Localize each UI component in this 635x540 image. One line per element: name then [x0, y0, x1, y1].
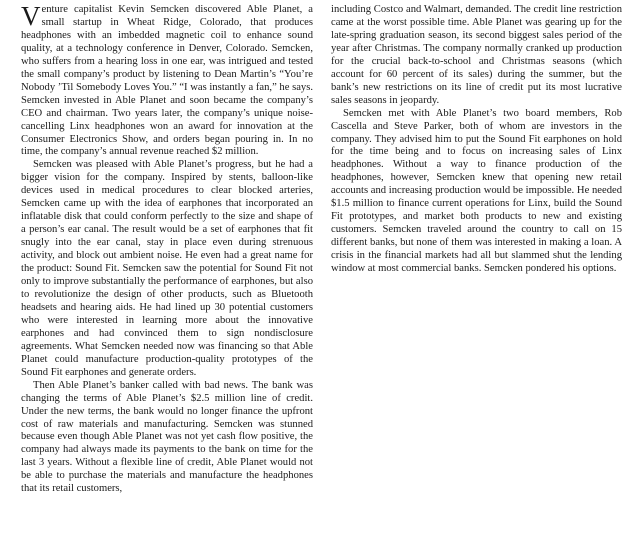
paragraph-vision: Semcken was pleased with Able Planet’s progress, but he had a bigger vision for the company. Inspired by stents, balloon-like devices used in medical procedures to clear blocked arteries, Semcken came up with the idea of earphones that incorporated an inflatable disk that could conform perfectly to the size and shape of a person’s ear canal. The result would be a set of earphones that fit snugly into the ear canal, stay in place even during strenuous activity, and block out ambient noise. He even had a great name for the product: Sound Fit. Semcken saw the potential for Sound Fit not only to improve substantially the performance of earphones, but also to revolutionize the design of other products, such as Bluetooth headsets and hearing aids. He had lined up 30 potential customers who were interested in learning more about the innovative earphones and had convinced them to sign nondisclosure agreements. What Semcken needed now was financing so that Able Planet could manufacture production-quality prototypes of the Sound Fit earphones and generate orders.	[21, 159, 313, 378]
paragraph-credit-restriction: including Costco and Walmart, demanded. The credit line restriction came at the worst possible time. Able Planet was gearing up for the late-spring graduation season, its second biggest sales period of the year after Christmas. The company normally cranked up production for the crucial back-to-school and Christmas seasons (which account for 60 percent of its sales) during the summer, but the bank’s new restrictions on its line of credit put its most lucrative sales seasons in jeopardy.	[331, 4, 622, 106]
paragraph-bank-news: Then Able Planet’s banker called with bad news. The bank was changing the terms of Able Planet’s $2.5 million line of credit. Under the new terms, the bank would no longer finance the upfront cost of raw materials and manufacturing. Semcken was stunned because even though Able Planet was not yet cash flow positive, the company had always made its payments to the bank on time for the last 3 years. Without a flexible line of credit, Able Planet would not be able to purchase the materials and manufacture the headphones that its retail customers,	[21, 379, 313, 495]
paragraph-board-meeting: Semcken met with Able Planet’s two board members, Rob Cascella and Steve Parker, both of whom are investors in the company. They advised him to put the Sound Fit earphones on hold for the time being and to focus on increasing sales of Linx headphones. Without a way to finance production of the headphones, however, Semcken knew that opening new retail accounts and increasing production would be impossible. He needed $1.5 million to finance current operations for Linx, build the Sound Fit prototypes, and market both products to new and existing customers. Semcken traveled around the country to call on 15 different banks, but none of them was interested in making a loan. A crisis in the financial markets had all but slammed shut the lending window at most commercial banks. Semcken pondered his options.	[331, 107, 622, 275]
left-column	[21, 1, 313, 496]
drop-cap: V	[21, 1, 41, 31]
paragraph-intro	[21, 1, 313, 159]
paragraph-intro-text: enture capitalist Kevin Semcken discovered Able Planet, a small startup in Wheat Ridge, Colorado, that produces headphones with an imbedded magnetic coil to enhance sound quality, at a technology conference in Denver, Colorado. Semcken, who suffers from a hearing loss in one ear, was intrigued and tested the small company’s product by listening to Dean Martin’s “You’re Nobody ’Til Somebody Loves You.” “I was instantly a fan,” he says. Semcken invested in Able Planet and soon became the company’s CEO and chairman. Two years later, the company’s unique noise-cancelling Linx headphones won an award for innovation at the Consumer Electronics Show, and orders began pouring in. In no time, the company’s annual revenue reached $2 million.	[21, 4, 313, 158]
right-column	[331, 4, 622, 276]
